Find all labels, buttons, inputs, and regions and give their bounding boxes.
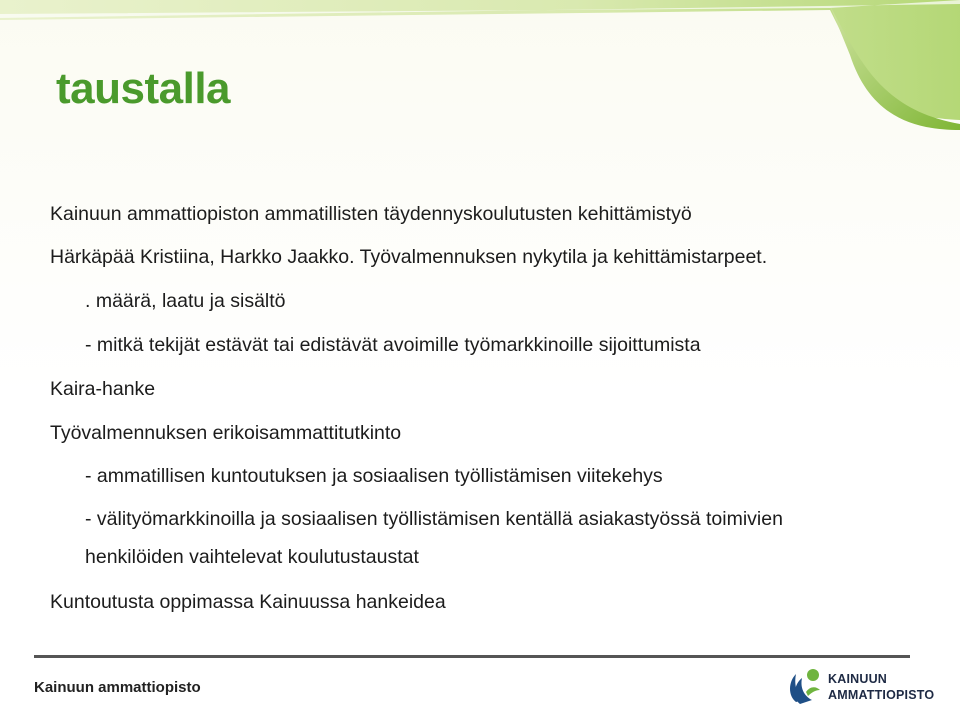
kainuun-ammattiopisto-logo xyxy=(786,666,956,710)
body-line-8: - välityömarkkinoilla ja sosiaalisen työllistämisen kentällä asiakastyössä toimivien xyxy=(85,508,783,530)
body-line-4: - mitkä tekijät estävät tai edistävät avoimille työmarkkinoille sijoittumista xyxy=(85,334,701,356)
body-line-10: Kuntoutusta oppimassa Kainuussa hankeidea xyxy=(50,591,446,613)
footer-organization: Kainuun ammattiopisto xyxy=(34,679,201,696)
body-line-1: Kainuun ammattiopiston ammatillisten täydennyskoulutusten kehittämistyö xyxy=(50,203,692,225)
logo-text-line-1: KAINUUN xyxy=(828,672,888,686)
body-line-6: Työvalmennuksen erikoisammattitutkinto xyxy=(50,422,402,444)
body-line-5: Kaira-hanke xyxy=(50,378,156,400)
logo-text-line-2: AMMATTIOPISTO xyxy=(828,688,935,702)
footer-divider xyxy=(34,655,910,658)
body-line-7: - ammatillisen kuntoutuksen ja sosiaalisen työllistämisen viitekehys xyxy=(85,465,663,487)
body-line-2: Härkäpää Kristiina, Harkko Jaakko. Työvalmennuksen nykytila ja kehittämistarpeet. xyxy=(50,246,768,268)
slide-title: taustalla xyxy=(56,64,231,113)
body-line-9: henkilöiden vaihtelevat koulutustaustat xyxy=(85,546,419,568)
body-line-3: . määrä, laatu ja sisältö xyxy=(85,290,286,312)
logo-mark-icon xyxy=(786,666,824,706)
